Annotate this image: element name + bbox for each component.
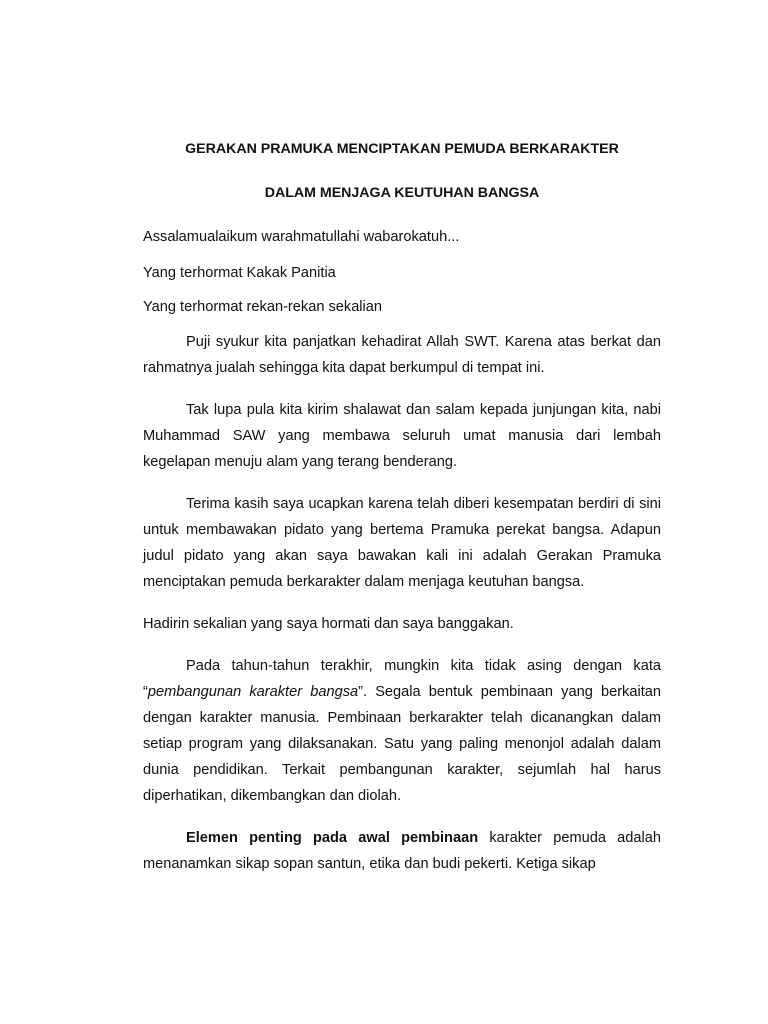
paragraph-5-text: karakter pemuda adalah menanamkan sikap sopan santun, etika dan budi pekerti. Ketiga sikap: [143, 830, 661, 872]
paragraph-puji-syukur: Puji syukur kita panjatkan kehadirat Allah SWT. Karena atas berkat dan rahmatnya jualah sehingga kita dapat berkumpul di tempat ini.: [143, 334, 661, 376]
paragraph-pembangunan-karakter: [143, 653, 661, 809]
address-rekan: Yang terhormat rekan-rekan sekalian: [143, 299, 383, 315]
paragraph-4-text-b: ”. Segala bentuk pembinaan yang berkaitan dengan karakter manusia. Pembinaan berkarakter telah dicanangkan dalam setiap program yang dilaksanakan. Satu yang paling menonjol adalah dalam dunia pendidikan. Terkait pembangunan karakter, sejumlah hal harus diperhatikan, dikembangkan dan diolah.: [143, 684, 662, 804]
hadirin-line: Hadirin sekalian yang saya hormati dan saya banggakan.: [143, 616, 514, 632]
address-panitia: Yang terhormat Kakak Panitia: [143, 265, 336, 281]
paragraph-5-bold-phrase: Elemen penting pada awal pembinaan: [186, 830, 479, 846]
paragraph-terima-kasih: Terima kasih saya ucapkan karena telah diberi kesempatan berdiri di sini untuk membawakan pidato yang bertema Pramuka perekat bangsa. Adapun judul pidato yang akan saya bawakan kali ini adalah Gerakan Pramuka menciptakan pemuda berkarakter dalam menjaga keutuhan bangsa.: [143, 496, 661, 590]
paragraph-4-italic-phrase: pembangunan karakter bangsa: [147, 684, 359, 700]
paragraph-elemen-penting: [143, 825, 661, 877]
document-title-line-1: GERAKAN PRAMUKA MENCIPTAKAN PEMUDA BERKARAKTER: [185, 141, 619, 157]
document-title-line-2: DALAM MENJAGA KEUTUHAN BANGSA: [264, 185, 540, 201]
document-body: [143, 130, 661, 877]
paragraph-shalawat: Tak lupa pula kita kirim shalawat dan salam kepada junjungan kita, nabi Muhammad SAW yang membawa seluruh umat manusia dari lembah kegelapan menuju alam yang terang benderang.: [143, 402, 661, 470]
paragraph-4-text-a: Pada tahun-tahun terakhir, mungkin kita tidak asing dengan kata “: [143, 658, 661, 700]
greeting: Assalamualaikum warahmatullahi wabarokatuh...: [143, 229, 460, 245]
